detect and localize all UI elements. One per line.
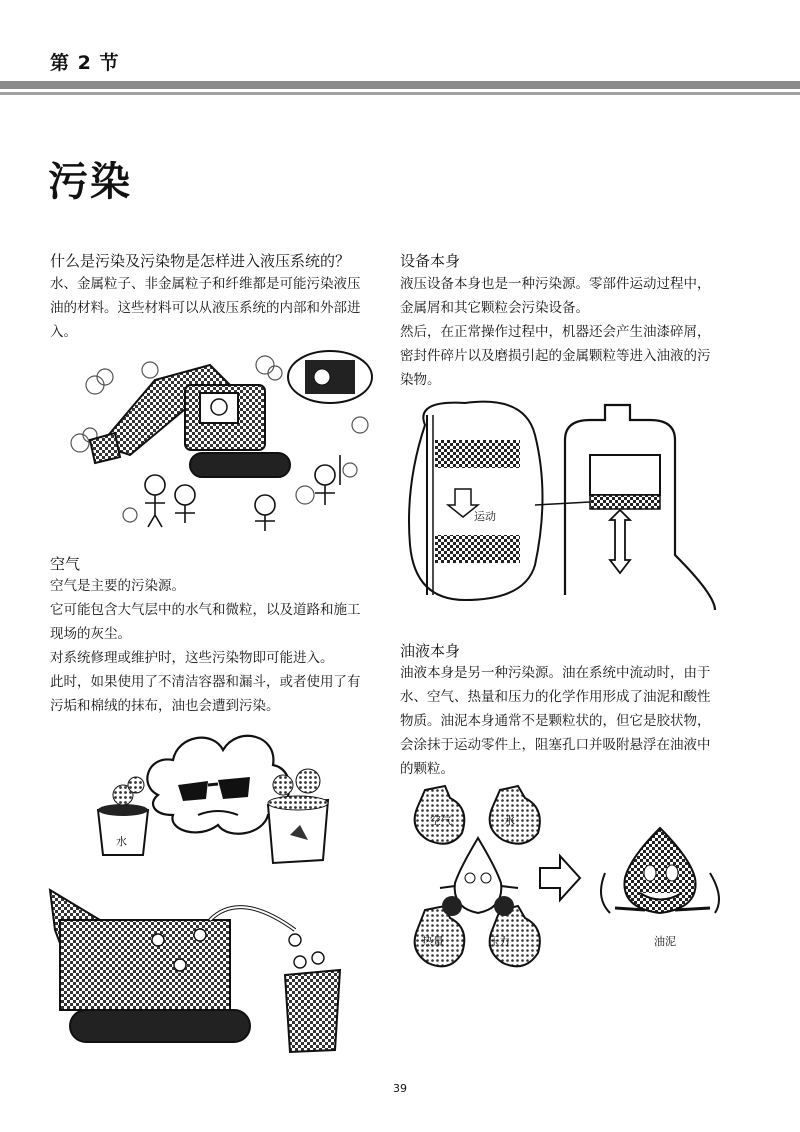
oil-sludge-illustration xyxy=(400,778,745,983)
motion-label: 运动 xyxy=(474,510,496,523)
equipment-line: 密封件碎片以及磨损引起的金属颗粒等进入油液的污 xyxy=(400,348,711,364)
equipment-line: 染物。 xyxy=(400,372,441,388)
air-line: 它可能包含大气层中的水气和微粒，以及道路和施工 xyxy=(50,602,361,618)
cylinder-wear-illustration xyxy=(405,395,725,610)
page-number: 39 xyxy=(393,1082,407,1095)
bucket-water-label: 水 xyxy=(116,835,127,848)
intro-paragraph xyxy=(50,272,380,344)
air-line: 对系统修理或维护时，这些污染物即可能进入。 xyxy=(50,650,334,666)
air-paragraph xyxy=(50,574,380,718)
oil-paragraph xyxy=(400,661,740,781)
bubble-label-heat: 热量 xyxy=(422,935,444,948)
equipment-line: 金属屑和其它颗粒会污染设备。 xyxy=(400,300,589,316)
equipment-heading: 设备本身 xyxy=(400,252,461,270)
header-rule-thick xyxy=(0,81,800,89)
excavator-refill-illustration xyxy=(40,880,370,1060)
bubble-label-water: 水 xyxy=(504,814,515,827)
oil-line: 会涂抹于运动零件上，阻塞孔口并吸附悬浮在油液中 xyxy=(400,737,711,753)
section-label: 第 2 节 xyxy=(50,52,120,74)
air-line: 空气是主要的污染源。 xyxy=(50,578,185,594)
oil-line: 物质。油泥本身通常不是颗粒状的，但它是胶状物， xyxy=(400,713,711,729)
page-title: 污染 xyxy=(48,159,132,205)
oil-line: 油液本身是另一种污染源。油在系统中流动时，由于 xyxy=(400,665,711,681)
excavator-contamination-illustration xyxy=(60,345,380,535)
equipment-line: 然后，在正常操作过程中，机器还会产生油漆碎屑， xyxy=(400,324,711,340)
sludge-label: 油泥 xyxy=(654,935,676,948)
air-cloud-buckets-illustration xyxy=(78,715,368,875)
equipment-line: 液压设备本身也是一种污染源。零部件运动过程中， xyxy=(400,276,711,292)
oil-heading: 油液本身 xyxy=(400,642,461,660)
header-rule-thin xyxy=(0,92,800,95)
oil-line: 的颗粒。 xyxy=(400,761,454,777)
bubble-label-pressure: 压力 xyxy=(488,935,510,948)
air-heading: 空气 xyxy=(50,555,81,573)
intro-heading: 什么是污染及污染物是怎样进入液压系统的？ xyxy=(50,252,351,270)
air-line: 现场的灰尘。 xyxy=(50,626,131,642)
air-line: 此时，如果使用了不清洁容器和漏斗，或者使用了有 xyxy=(50,674,361,690)
intro-line: 水、金属粒子、非金属粒子和纤维都是可能污染液压 xyxy=(50,276,361,292)
intro-line: 入。 xyxy=(50,324,77,340)
intro-line: 油的材料。这些材料可以从液压系统的内部和外部进 xyxy=(50,300,361,316)
bubble-label-air: 空气 xyxy=(430,814,452,827)
oil-line: 水、空气、热量和压力的化学作用形成了油泥和酸性 xyxy=(400,689,711,705)
equipment-paragraph xyxy=(400,272,740,392)
air-line: 污垢和棉绒的抹布，油也会遭到污染。 xyxy=(50,698,280,714)
